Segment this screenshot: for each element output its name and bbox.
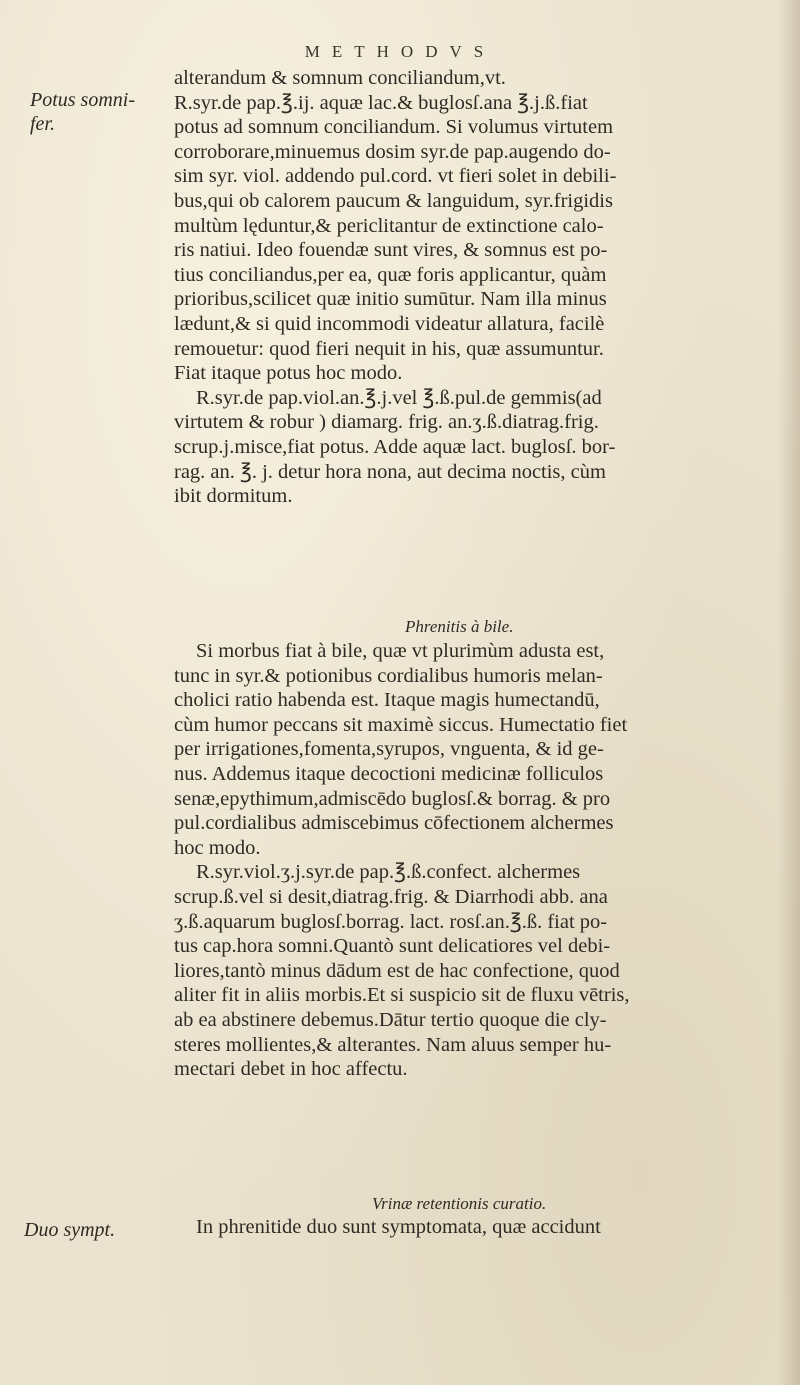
text-line: multùm lęduntur,& periclitantur de extinctione calo-	[174, 214, 604, 237]
text-line: virtutem & robur ) diamarg. frig. an.ʒ.ß.diatrag.frig.	[174, 411, 599, 434]
text-line: lædunt,& si quid incommodi videatur allatura, facilè	[174, 312, 605, 335]
text-line: ibit dormitum.	[174, 485, 293, 508]
text-line: cùm humor peccans sit maximè siccus. Humectatio fiet	[174, 713, 628, 736]
text-line: ʒ.ß.aquarum buglosſ.borrag. lact. rosſ.an.℥.ß. fiat po-	[174, 910, 608, 933]
text-line: ab ea abstinere debemus.Dātur tertio quoque die cly-	[174, 1008, 607, 1031]
margin-note-fer: fer.	[30, 113, 55, 135]
text-line: prioribus,scilicet quæ initio sumūtur. Nam illa minus	[174, 288, 607, 311]
text-line: R.syr.de pap.viol.an.℥.j.vel ℥.ß.pul.de gemmis(ad	[196, 386, 602, 409]
paragraph-3	[174, 1215, 774, 1240]
margin-note-duo-sympt: Duo sympt.	[24, 1219, 116, 1241]
text-line: scrup.j.misce,fiat potus. Adde aquæ lact. buglosſ. bor-	[174, 435, 616, 458]
text-line: tius conciliandus,per ea, quæ foris applicantur, quàm	[174, 263, 607, 286]
text-line: tunc in syr.& potionibus cordialibus humoris melan-	[174, 664, 603, 687]
text-line: bus,qui ob calorem paucum & languidum, syr.frigidis	[174, 189, 613, 212]
text-line: potus ad somnum conciliandum. Si volumus virtutem	[174, 116, 614, 139]
text-line: In phrenitide duo sunt symptomata, quæ accidunt	[196, 1216, 601, 1238]
text-line: nus. Addemus itaque decoctioni medicinæ folliculos	[174, 762, 604, 785]
text-line: scrup.ß.vel si desit,diatrag.frig. & Diarrhodi abb. ana	[174, 885, 608, 908]
margin-note-potus: Potus somni-	[30, 89, 135, 111]
text-line: steres mollientes,& alterantes. Nam aluus semper hu-	[174, 1033, 612, 1056]
text-line: remouetur: quod fieri nequit in his, quæ assumuntur.	[174, 337, 604, 360]
text-line: senæ,epythimum,admiscēdo buglosſ.& borrag. & pro	[174, 787, 611, 810]
text-line: per irrigationes,fomenta,syrupos, vnguenta, & id ge-	[174, 738, 604, 761]
section-heading-vrinae: Vrinæ retentionis curatio.	[372, 1194, 547, 1213]
text-line: hoc modo.	[174, 836, 261, 859]
text-line: sim syr. viol. addendo pul.cord. vt fieri solet in debili-	[174, 165, 617, 188]
text-line: R.syr.de pap.℥.ij. aquæ lac.& buglosſ.ana ℥.j.ß.fiat	[174, 91, 588, 114]
text-line: corroborare,minuemus dosim syr.de pap.augendo do-	[174, 140, 611, 163]
text-line: aliter fit in aliis morbis.Et si suspicio sit de fluxu vētris,	[174, 984, 630, 1007]
text-line: Fiat itaque potus hoc modo.	[174, 362, 403, 385]
paragraph-2	[174, 639, 774, 1082]
text-line: rag. an. ℥. j. detur hora nona, aut decima noctis, cùm	[174, 460, 606, 483]
text-line: R.syr.viol.ʒ.j.syr.de pap.℥.ß.confect. alchermes	[196, 861, 581, 884]
text-line: cholici ratio habenda est. Itaque magis humectandū,	[174, 689, 600, 712]
page-edge-shadow	[778, 0, 800, 1385]
section-heading-phrenitis: Phrenitis à bile.	[405, 617, 514, 636]
running-head: METHODVS	[304, 42, 496, 61]
text-line: pul.cordialibus admiscebimus cōfectionem alchermes	[174, 812, 614, 835]
text-line: liores,tantò minus dādum est de hac confectione, quod	[174, 959, 620, 982]
text-line: ris natiui. Ideo fouendæ sunt vires, & somnus est po-	[174, 239, 608, 262]
text-line: mectari debet in hoc affectu.	[174, 1058, 408, 1081]
paragraph-1	[174, 66, 774, 509]
text-line: tus cap.hora somni.Quantò sunt delicatiores vel debi-	[174, 935, 611, 958]
text-line: Si morbus fiat à bile, quæ vt plurimùm adusta est,	[196, 640, 605, 662]
text-line: alterandum & somnum conciliandum,vt.	[174, 67, 506, 89]
